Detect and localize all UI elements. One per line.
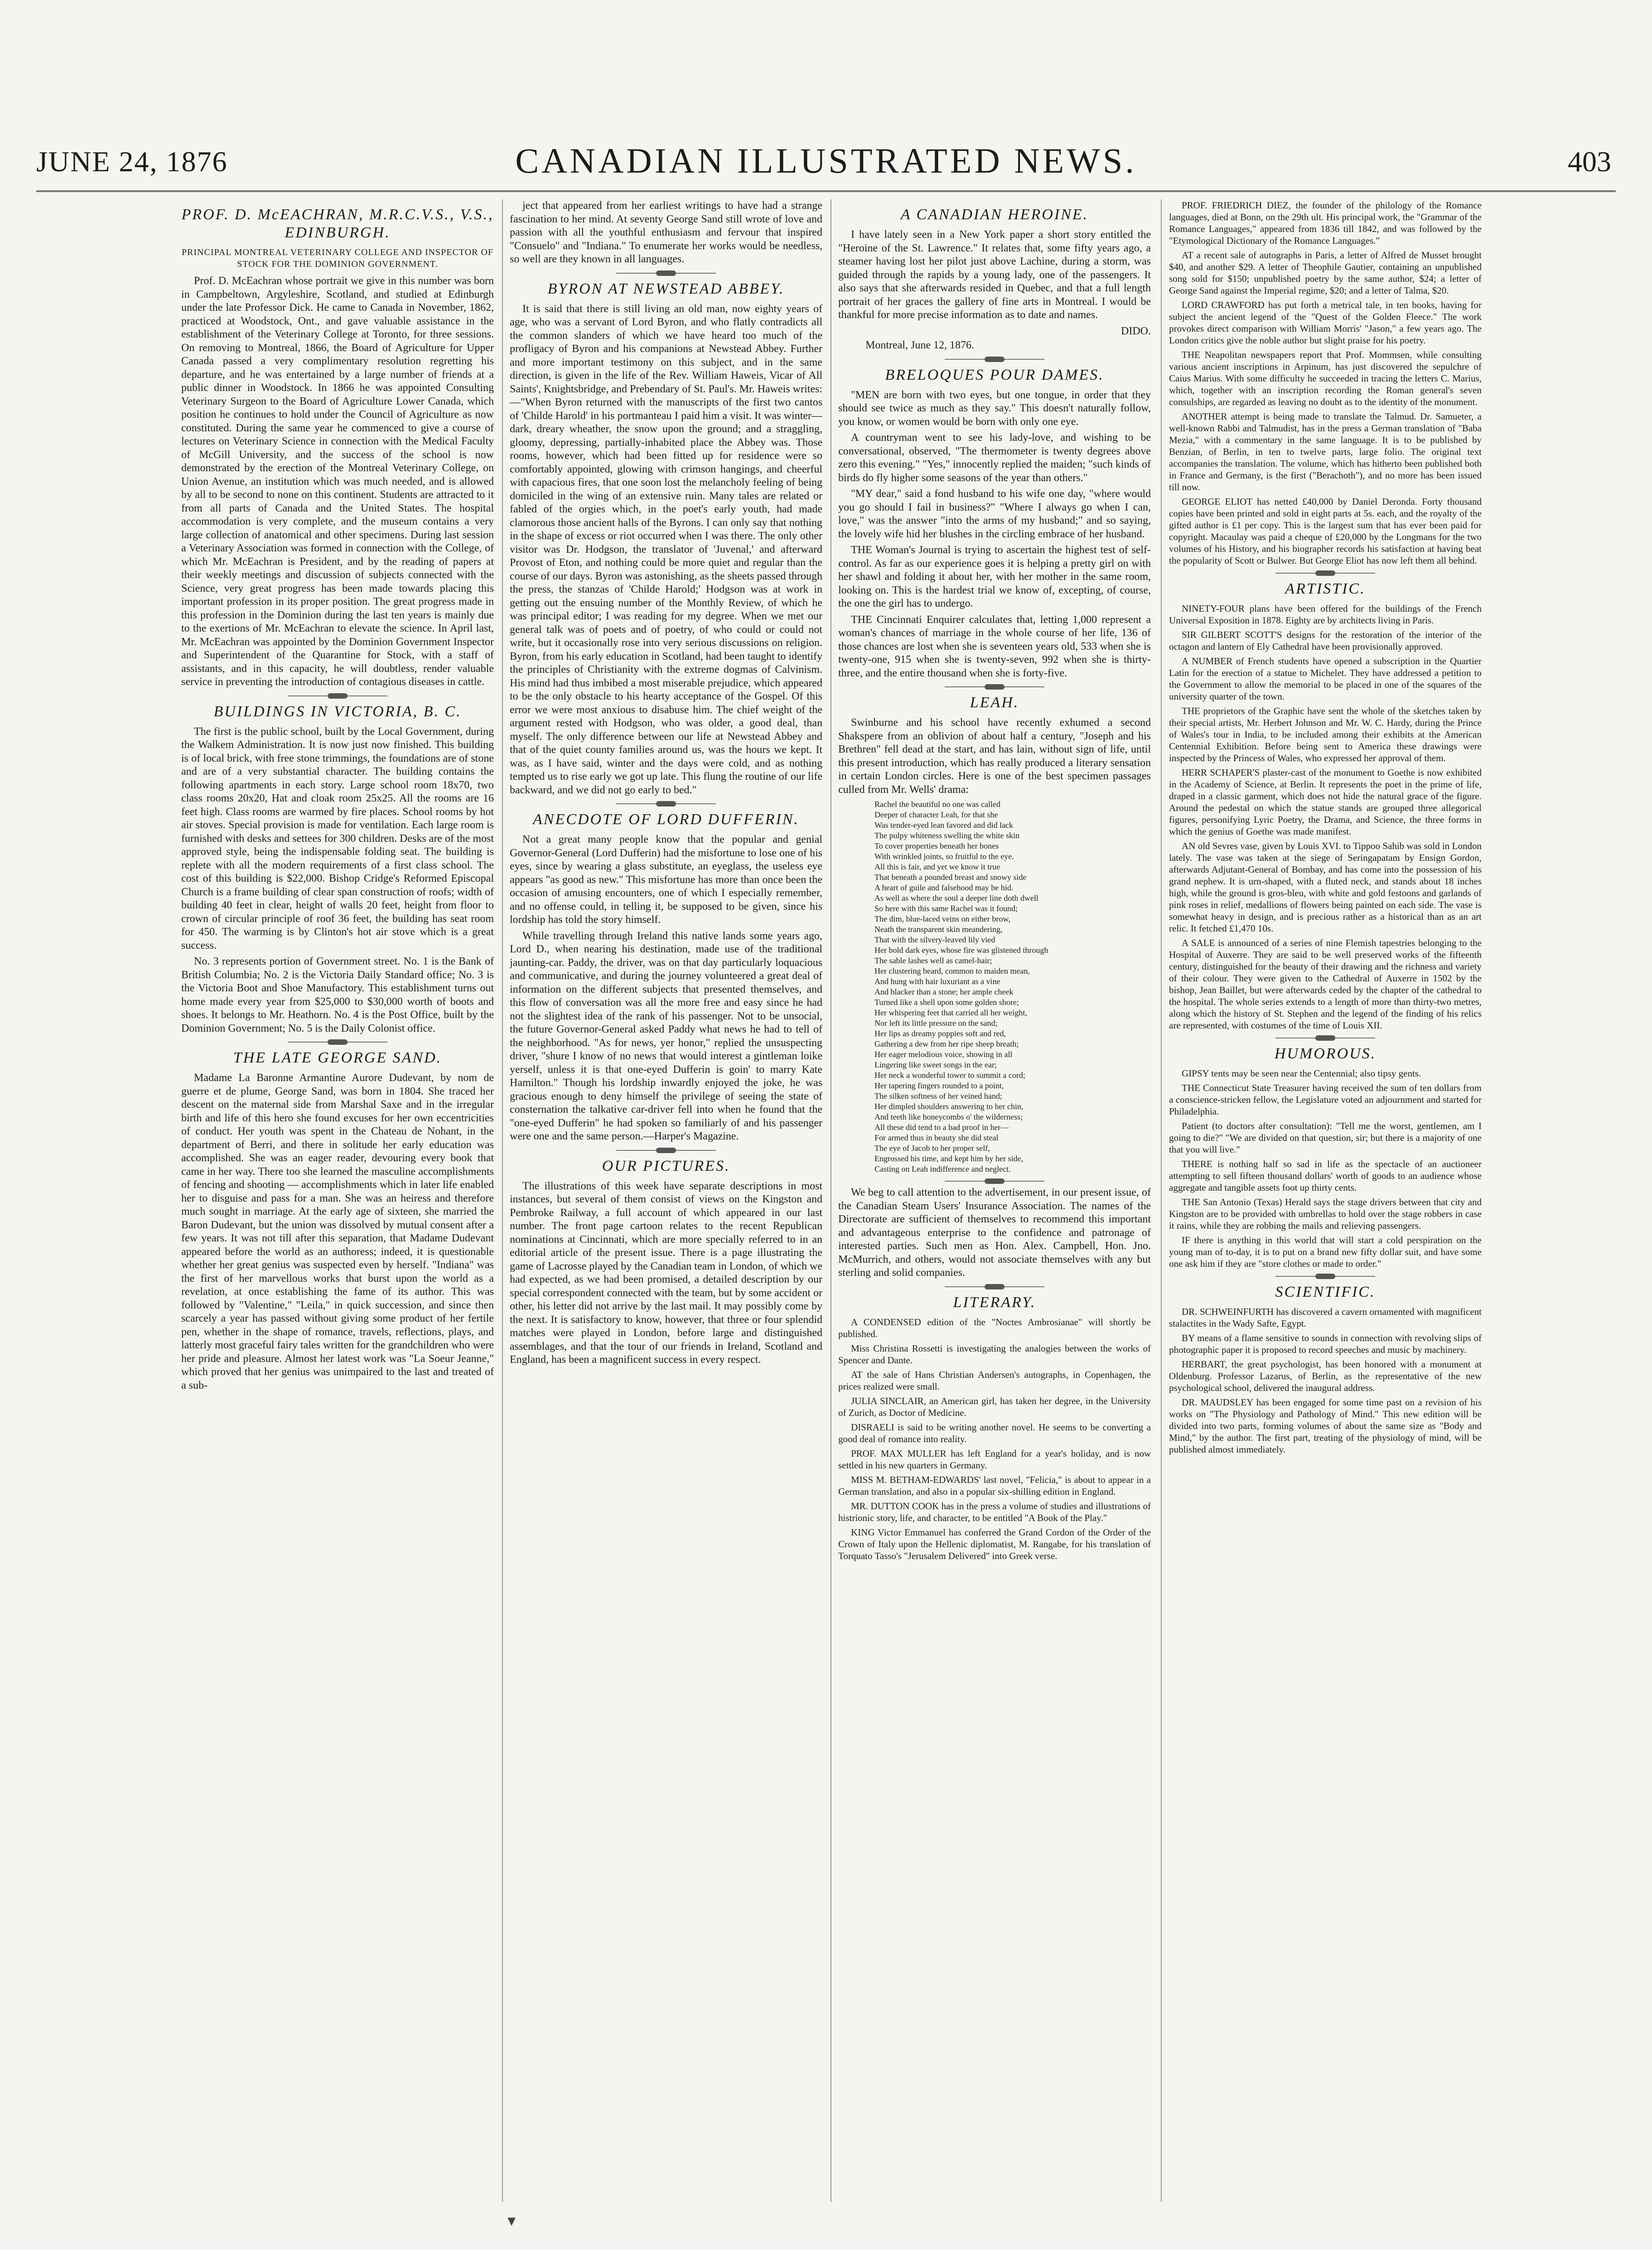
article-paragraph: LORD CRAWFORD has put forth a metrical tale, in ten books, having for subject the ancient legend of the "Quest of the Golden Fleece." The work provokes direct comparison with William Morris' "Jason," a few years ago. The London critics give the noble author but slight praise for his poetry. (1169, 299, 1482, 346)
article-paragraph: "MEN are born with two eyes, but one tongue, in order that they should see twice as much as they say." This doesn't naturally follow, you know, or women would be born with only one eye. (838, 389, 1151, 428)
article-paragraph: It is said that there is still living an old man, now eighty years of age, who was a servant of Lord Byron, and who flatly contradicts all the common slanders of which we have heard too much of the profligacy of Byron and his companions at Newstead Abbey. Further and more important testimony on this subject, and in the same direction, is given in the life of the Rev. William Haweis, Vicar of All Saints', Knightsbridge, and Prebendary of St. Paul's. Mr. Haweis writes:—"When Byron returned with the manuscripts of the first two cantos of 'Childe Harold' in his portmanteau I paid him a visit. It was winter—dark, dreary wheather, the snow upon the ground; and a straggling, gloomy, depressing, partially-inhabited place the Abbey was. Those rooms, however, which had been fitted up for residence were so comfortably appointed, glowing with crimson hangings, and cheerful with capacious fires, that one soon lost the melancholy feeling of being domiciled in the wing of an extensive ruin. Many tales are related or fabled of the orgies which, in the poet's early youth, had made clamorous those ancient halls of the Byrons. I can only say that nothing in the shape of excess or riot occurred when I was there. The only other visitor was Dr. Hodgson, the translator of 'Juvenal,' and afterward Provost of Eton, and nothing could be more quiet and regular than the course of our days. Byron was astonishing, as the sheets passed through the press, the stanzas of 'Childe Harold;' Hodgson was at work in getting out the ensuing number of the Monthly Review, of which he was principal editor; I was reading for my degree. When we met our general talk was of poets and of poetry, of who could or could not write, but it occasionally rose into very serious discussions on religion. Byron, from his early education in Scotland, had been taught to identify the principles of Christianity with the extreme dogmas of Calvinism. His mind had thus imbibed a most miserable prejudice, which appeared to be the only obstacle to his hearty acceptance of the Gospel. Of this error we were most anxious to disabuse him. The chief weight of the argument rested with Hodgson, who was older, a good deal, than myself. The only difference between our life at Newstead Abbey and that of the quiet county families around us, was the hours we kept. It was, as I have said, winter and the days were cold, and as nothing tempted us to rise early we got up late. This flung the routine of our life backward, and we did not go early to bed." (510, 303, 822, 796)
poem-line: Her tapering fingers rounded to a point, (874, 1081, 1004, 1090)
poem-line: That with the silvery-leaved lily vied (874, 935, 995, 944)
article-paragraph: AT the sale of Hans Christian Andersen's autographs, in Copenhagen, the prices realized were small. (838, 1369, 1151, 1392)
section-separator (1275, 1276, 1375, 1277)
article-paragraph: Swinburne and his school have recently exhumed a second Shakspere from an oblivion of about half a century, "Joseph and his Brethren" fell dead at the start, and has lain, without sign of life, until this present introduction, which has really produced a literary sensation in certain London circles. Here is one of the best specimen passages culled from Mr. Wells' drama: (838, 717, 1151, 796)
poem-line: Gathering a dew from her ripe sheep breath; (874, 1039, 1019, 1048)
poem-line: Her whispering feet that carried all her weight, (874, 1008, 1027, 1017)
poem-line: For armed thus in beauty she did steal (874, 1133, 999, 1142)
poem-line: The pulpy whiteness swelling the white skin (874, 831, 1019, 840)
poem-line: Lingering like sweet songs in the ear; (874, 1060, 997, 1069)
article-paragraph: No. 3 represents portion of Government street. No. 1 is the Bank of British Columbia; No. 2 is the Victoria Daily Standard office; No. 3 is the Victoria Boot and Shoe Manufactory. This establishment turns out home made every year from $25,000 to $30,000 worth of boots and shoes. It belongs to Mr. Heathorn. No. 4 is the Post Office, built by the Dominion Government; No. 5 is the Daily Colonist office. (181, 956, 494, 1034)
poem-line: Nor left its little pressure on the sand; (874, 1019, 998, 1028)
article-headline: BRELOQUES POUR DAMES. (885, 366, 1104, 383)
column-rule (502, 199, 503, 2202)
article-paragraph: ject that appeared from her earliest writings to have had a strange fascination to her mind. At seventy George Sand still wrote of love and passion with all the youthful enthusiasm and fervour that inspired "Consuelo" and "Indiana." To enumerate her works would be needless, so well are they known in all languages. (510, 200, 822, 265)
page-fold-mark: ▾ (507, 2211, 516, 2230)
poem-line: Her dimpled shoulders answering to her chin, (874, 1102, 1024, 1111)
article-headline: THE LATE GEORGE SAND. (233, 1049, 442, 1066)
article-headline: BYRON AT NEWSTEAD ABBEY. (547, 280, 785, 297)
article-paragraph: KING Victor Emmanuel has conferred the Grand Cordon of the Order of the Crown of Italy upon the Hellenic diplomatist, M. Rangabe, for his translation of Torquato Tasso's "Jerusalem Delivered" into Greek verse. (838, 1526, 1151, 1561)
article-paragraph: ANOTHER attempt is being made to translate the Talmud. Dr. Samueter, a well-known Rabbi and Talmudist, has in the press a German translation of "Baba Mezia," with a commentary in the same language. It is to be published by Benzian, of Berlin, in ten to twelve parts, large folio. The original text accompanies the translation. The volume, which has hitherto been published both in France and Germany, is the first ("Berachoth"), and no more has been issued till now. (1169, 411, 1482, 492)
article-paragraph: BY means of a flame sensitive to sounds in connection with revolving slips of photographic paper it is proposed to record speeches and music by machinery. (1169, 1333, 1482, 1355)
poem-line: Her bold dark eyes, whose fire was glistened through (874, 946, 1048, 955)
article-paragraph: I have lately seen in a New York paper a short story entitled the "Heroine of the St. Lawrence." It relates that, some fifty years ago, a steamer having lost her pilot just above Lachine, during a storm, was guided through the rapids by a young lady, one of the passengers. It also says that she afterwards resided in Quebec, and that a full length portrait of her graces the gallery of fine arts in Montreal. I would be thankful for more precise information as to date and names. (838, 229, 1151, 321)
article-headline: LEAH. (970, 694, 1019, 711)
article-paragraph: Not a great many people know that the popular and genial Governor-General (Lord Dufferin) had the misfortune to lose one of his eyes, since by wearing a glass substitute, an eyeglass, the useless eye appears "as good as new." This misfortune has more than once been the occasion of amusing encounters, one of which I especially remember, and no offense could, in telling it, be supposed to be given, since his lordship has told the story himself. (510, 834, 822, 926)
article-headline: PROF. D. McEACHRAN, M.R.C.V.S., V.S., EDINBURGH. (181, 206, 494, 241)
section-separator (1275, 573, 1375, 574)
article-paragraph: SIR GILBERT SCOTT'S designs for the restoration of the interior of the octagon and lantern of Ely Cathedral have been provisionally approved. (1169, 629, 1482, 652)
section-separator (616, 1150, 716, 1151)
article-paragraph: A countryman went to see his lady-love, and wishing to be conversational, observed, "The thermometer is twenty degrees above zero this evening." "Yes," innocently replied the maiden; "such kinds of birds do fly higher some seasons of the year than others." (838, 432, 1151, 484)
poem-line: And blacker than a stone; her ample cheek (874, 987, 1014, 996)
article-headline: OUR PICTURES. (602, 1157, 730, 1174)
poem-line: To cover properties beneath her bones (874, 841, 999, 850)
column-4 (1169, 199, 1482, 2202)
poem-line: A heart of guile and falsehood may be hid. (874, 883, 1014, 892)
article-paragraph: AN old Sevres vase, given by Louis XVI. to Tippoo Sahib was sold in London lately. The vase was taken at the siege of Seringapatam by Ensign Gordon, afterwards Adjutant-General of Bombay, and has come into the possession of his grand nephew. It is urn-shaped, with a fluted neck, and stands about 18 inches high, while the ground is gros-bleu, with white and gold festoons and garlands of pink roses in relief, medallions of flowers being painted on each side. The vase is somewhat heavy in design, and is precious rather as a historical than as an art relic. It fetched £1,470 10s. (1169, 840, 1482, 934)
article-paragraph: THE San Antonio (Texas) Herald says the stage drivers between that city and Kingston are to be provided with umbrellas to hold over the stage robbers in case it rains, while they are robbing the mails and relieving passengers. (1169, 1197, 1482, 1231)
column-2 (510, 199, 822, 2202)
article-paragraph: DR. MAUDSLEY has been engaged for some time past on a revision of his works on "The Physiology and Pathology of Mind." This new edition will be divided into two parts, forming volumes of about the same size as "Body and Mind," by the author. The first part, treating of the physiology of mind, will be published almost immediately. (1169, 1397, 1482, 1455)
article-paragraph: HERR SCHAPER'S plaster-cast of the monument to Goethe is now exhibited in the Academy of Science, at Berlin. It represents the poet in the prime of life, draped in a classic garment, which does not hide the natural grace of the figure. Around the pedestal on which the statue stands are grouped three allegorical figures, personifying Lyric Poetry, the Drama, and Science, the three forms in which the genius of Goethe was made manifest. (1169, 767, 1482, 837)
article-paragraph: NINETY-FOUR plans have been offered for the buildings of the French Universal Exposition in 1878. Eighty are by architects living in Paris. (1169, 603, 1482, 626)
poem-line: Rachel the beautiful no one was called (874, 800, 1000, 809)
poem-line: The eye of Jacob to her proper self, (874, 1144, 990, 1153)
poem-line: With wrinkled joints, so fruitful to the eye. (874, 852, 1014, 861)
article-subheadline: PRINCIPAL MONTREAL VETERINARY COLLEGE AND INSPECTOR OF STOCK FOR THE DOMINION GOVERNMENT. (181, 247, 494, 269)
column-3 (838, 199, 1151, 2202)
page-number: 403 (1568, 145, 1611, 178)
poem-line: That beneath a pounded breast and snowy side (874, 873, 1027, 882)
section-separator (945, 359, 1044, 360)
article-dateline: Montreal, June 12, 1876. (865, 339, 974, 351)
poem-line: All these did tend to a bad proof in her— (874, 1123, 1009, 1132)
section-separator (288, 695, 387, 696)
article-paragraph: DR. SCHWEINFURTH has discovered a cavern ornamented with magnificent stalactites in the Wady Safte, Egypt. (1169, 1306, 1482, 1329)
section-separator (288, 1042, 387, 1043)
article-paragraph: DISRAELI is said to be writing another novel. He seems to be converting a good deal of romance into reality. (838, 1421, 1151, 1444)
section-separator (616, 803, 716, 804)
article-paragraph: HERBART, the great psychologist, has been honored with a monument at Oldenburg. Professor Lazarus, of Berlin, as the representative of the new psychological school, delivered the inaugural address. (1169, 1359, 1482, 1393)
article-headline: LITERARY. (953, 1294, 1036, 1311)
article-headline: SCIENTIFIC. (1275, 1284, 1376, 1300)
article-headline: A CANADIAN HEROINE. (900, 206, 1089, 223)
article-paragraph: MR. DUTTON COOK has in the press a volume of studies and illustrations of histrionic story, life, and character, to be entitled "A Book of the Play." (838, 1500, 1151, 1523)
poem-line: Neath the transparent skin meandering, (874, 925, 1003, 934)
poem-line: Turned like a shell upon some golden shore; (874, 998, 1019, 1007)
article-paragraph: Patient (to doctors after consultation): "Tell me the worst, gentlemen, am I going to die?" "We are divided on that question, sir; but there is a majority of one that you will live." (1169, 1120, 1482, 1155)
article-paragraph: JULIA SINCLAIR, an American girl, has taken her degree, in the University of Zurich, as Doctor of Medicine. (838, 1395, 1151, 1418)
article-paragraph: GIPSY tents may be seen near the Centennial; also tipsy gents. (1182, 1068, 1421, 1079)
column-1 (181, 199, 494, 2202)
article-paragraph: THE Cincinnati Enquirer calculates that, letting 1,000 represent a woman's chances of marriage in the whole course of her life, 136 of those chances are lost when she is seventeen years old, 533 when she is twenty-one, 915 when she is twenty-seven, 992 when she is thirty-three, and the entire thousand when she is forty-five. (838, 613, 1151, 679)
section-separator (945, 1181, 1044, 1182)
poem-line: Casting on Leah indifference and neglect. (874, 1164, 1011, 1173)
article-paragraph: THE Connecticut State Treasurer having received the sum of ten dollars from a conscience-stricken fellow, the Legislature voted an adjournment and started for Philadelphia. (1169, 1082, 1482, 1117)
poem-line: Her clustering beard, common to maiden mean, (874, 966, 1030, 975)
article-paragraph: A CONDENSED edition of the "Noctes Ambrosianae" will shortly be published. (838, 1316, 1151, 1339)
poem-line: The dim, blue-laced veins on either brow, (874, 914, 1010, 923)
article-paragraph: "MY dear," said a fond husband to his wife one day, "where would you go should I fail in business?" "Where I always go when I can, love," was the answer "into the arms of my husband;" and so saying, the lovely wife hid her blushes in the circling embrace of her husband. (838, 488, 1151, 540)
newspaper-title: CANADIAN ILLUSTRATED NEWS. (515, 141, 1137, 180)
poem-line: And hung with hair luxuriant as a vine (874, 977, 1000, 986)
poem-line: The sable lashes well as camel-hair; (874, 956, 992, 965)
poem-line: All this is fair, and yet we know it true (874, 862, 1000, 871)
article-paragraph: While travelling through Ireland this native lands some years ago, Lord D., when nearing his destination, made use of the traditional jaunting-car. Paddy, the driver, was on that day particularly loquacious and communicative, and during the journey volunteered a great deal of information on the different subjects that presented themselves, and this flow of conversation was all the more free and easy since he had not the slightest idea of the rank of his passenger. Not to be unsocial, the future Governor-General asked Paddy what news he had to tell of the neighborhood. "As for news, yer honor," replied the unsuspecting driver, "shure I know of no news that would interest a gintleman loike yerself, unless it is that one-eyed Dufferin is goin' to marry Kate Hamilton." Though his lordship inwardly enjoyed the joke, he was gracious enough to deny himself the privilege of seeing the state of consternation the talkative car-driver fell into when he found that the "one-eyed Dufferin" he had spoken so familiarly of and his passenger were one and the same person.—Harper's Magazine. (510, 930, 822, 1142)
poem-line: So here with this same Rachel was it found; (874, 904, 1018, 913)
article-paragraph: Madame La Baronne Armantine Aurore Dudevant, by nom de guerre et de plume, George Sand, was born in 1804. She traced her descent on the maternal side from Marshal Saxe and in the irregular birth and life of this hero she found excuses for her own eccentricities of conduct. Her youth was spent in the Chateau de Nohant, in the department of Berri, and there in solitude her early education was accomplished. She was an eager reader, devouring every book that came in her way. There too she learned the masculine accomplishments of fencing and shooting — accomplishments which in later life enabled her to disguise and pass for a man. She was an heiress and therefore much sought in marriage. At the early age of sixteen, she married the Baron Dudevant, but the union was dissolved by mutual consent after a few years. It was not till after this separation, that Madame Dudevant appeared before the world as an authoress; indeed, it is questionable whether her great genius was suspected even by herself. "Indiana" was the first of her marvellous works that burst upon the world as a revelation, at once establishing the fame of its author. This was followed by "Valentine," "Leila," in quick succession, and since then scarcely a year has passed without giving some product of her fertile pen, whether in the shape of romance, travels, reflections, plays, and latterly most graceful fairy tales written for the grandchildren who were her pride and pleasure. Almost her latest work was "La Soeur Jeanne," which proved that her genius was unimpaired to the last and treated of a sub- (181, 1072, 494, 1391)
article-paragraph: A SALE is announced of a series of nine Flemish tapestries belonging to the Hospital of Auxerre. They are said to be well preserved works of the fifteenth century, distinguished for the beauty of their drawing and the richness and variety of their colour. They were given to the Cathedral of Auxerre in 1502 by the bishop, Jean Baillet, but were afterwards ceded by the chapter of the cathedral to the hospital. The whole series extends to a length of more than thirty-two metres, along which the history of St. Stephen and the legend of the finding of his relics are represented, with costumes of the time of Louis XII. (1169, 937, 1482, 1031)
article-paragraph: The illustrations of this week have separate descriptions in most instances, but several of them consist of views on the Kingston and Pembroke Railway, a full account of which appeared in our last number. The front page cartoon relates to the recent Republican nominations at Cincinnati, which are more specially referred to in an editorial article of the present issue. There is a page illustrating the game of Lacrosse played by the Canadian team in London, of which we had expected, as we had been promised, a detailed description by our special correspondent connected with the team, but by some accident or other, his letter did not arrive by the last mail. It may possibly come by the next. It is satisfactory to know, however, that three or four splendid matches were played in London, before large and distinguished assemblages, and that the tour of our friends in Ireland, Scotland and England, has been a magnificent success in every respect. (510, 1180, 822, 1366)
poem-line: Was tender-eyed lean favored and did lack (874, 821, 1014, 830)
article-paragraph: AT a recent sale of autographs in Paris, a letter of Alfred de Musset brought $40, and another $29. A letter of Theophile Gautier, containing an unpublished song sold for $150; unpublished poetry by the same author, $24; a letter of George Sand against the Imperial regime, $20; and a letter of Talma, $20. (1169, 250, 1482, 296)
article-headline: ANECDOTE OF LORD DUFFERIN. (533, 811, 799, 828)
poem-excerpt (838, 799, 1151, 1174)
masthead-rule (36, 190, 1616, 192)
article-paragraph: Miss Christina Rossetti is investigating the analogies between the works of Spencer and Dante. (838, 1342, 1151, 1366)
poem-line: Her lips as dreamy poppies soft and red, (874, 1029, 1006, 1038)
article-paragraph: The first is the public school, built by the Local Government, during the Walkem Administration. It is now just now finished. This building is of local brick, with free stone trimmings, the foundations are of stone and are of a very substantial character. The building contains the following apartments in each story. Large school room 18x70, two class rooms 20x20, Hat and cloak room 25x25. All the rooms are 16 feet high. Class rooms are warmed by fire places. School rooms by hot air stoves. Special provision is made for ventilation. Each large room is furnished with desks and settees for 300 children. Desks are of the most approved style, being the indispensable folding seat. The building is replete with all the modern requirements of a first class school. The cost of this building is $22,000. Bishop Cridge's Reformed Episcopal Church is a frame building of clear span construction of roofs; width of building 40 feet in clear, height of walls 20 feet, height from floor to crown of circular principle of roof 36 feet, the building has seat room for 450. The warming is by Clinton's hot air stove which is a great success. (181, 725, 494, 951)
article-paragraph: GEORGE ELIOT has netted £40,000 by Daniel Deronda. Forty thousand copies have been printed and sold in eight parts at 5s. each, and the royalty of the gifted author is £1 per copy. This is the largest sum that has ever been paid for copyright. Macaulay was paid a cheque of £20,000 by the Longmans for the two volumes of his History, and his biographer records his satisfaction at having beat the popularity of Scott or Bulwer. But George Eliot has now left them all behind. (1169, 496, 1482, 566)
article-headline: ARTISTIC. (1285, 580, 1366, 597)
article-paragraph: THE Woman's Journal is trying to ascertain the highest test of self-control. As far as our experience goes it is helping a pretty girl on with her shawl and folding it about her, with her mother in the same room, looking on. This is the hardest trial we know of, excepting, of course, the one the girl has to undergo. (838, 544, 1151, 609)
article-paragraph: PROF. FRIEDRICH DIEZ, the founder of the philology of the Romance languages, died at Bonn, on the 29th ult. His principal work, the "Grammar of the Romance Languages," appeared from 1836 till 1842, and was followed by the "Etymological Dictionary of the Romance Languages." (1169, 200, 1482, 246)
section-separator (616, 273, 716, 274)
article-paragraph: MISS M. BETHAM-EDWARDS' last novel, "Felicia," is about to appear in a German translation, and also in a popular six-shilling edition in England. (838, 1474, 1151, 1497)
poem-line: Deeper of character Leah, for that she (874, 810, 998, 819)
poem-line: Engrossed his time, and kept him by her side, (874, 1154, 1023, 1163)
article-paragraph: We beg to call attention to the advertisement, in our present issue, of the Canadian Steam Users' Insurance Association. The names of the Directorate are sufficient of themselves to recommend this important and advantageous enterprise to the confidence and patronage of interested parties. Such men as Hon. Alex. Campbell, Hon. Jno. McMurrich, and others, would not associate themselves with any but sterling and solid companies. (838, 1187, 1151, 1279)
article-headline: HUMOROUS. (1274, 1045, 1377, 1062)
section-separator (945, 686, 1044, 687)
masthead (32, 136, 1620, 186)
issue-date: JUNE 24, 1876 (36, 145, 228, 178)
article-headline: BUILDINGS IN VICTORIA, B. C. (213, 703, 462, 720)
poem-line: Her eager melodious voice, showing in all (874, 1050, 1013, 1059)
article-paragraph: THE Neapolitan newspapers report that Prof. Mommsen, while consulting various ancient inscriptions in Arpinum, has just discovered the sepulchre of Caius Marius. With some difficulty he succeeded in tracing the letters C. Marius, which, together with an inscription recording the Roman general's seven consulships, are regarded as leaving no doubt as to the identity of the monument. (1169, 349, 1482, 407)
column-rule (1161, 199, 1162, 2202)
article-paragraph: IF there is anything in this world that will start a cold perspiration on the young man of to-day, it is to put on a brand new fifty dollar suit, and have some one ask him if they are "store clothes or made to order." (1169, 1235, 1482, 1269)
article-paragraph: THERE is nothing half so sad in life as the spectacle of an auctioneer attempting to sell fifteen thousand dollars' worth of goods to an audience whose aggregate and tangible assets foot up thirty cents. (1169, 1159, 1482, 1193)
poem-line: And teeth like honeycombs o' the wilderness; (874, 1112, 1023, 1121)
article-paragraph: THE proprietors of the Graphic have sent the whole of the sketches taken by their special artists, Mr. Herbert Johnson and Mr. W. C. Hardy, during the Prince of Wales's tour in India, to be included among their exhibits at the American Centennial Exhibition. Before being sent to America these drawings were inspected by the Princess of Wales, who expressed her approval of them. (1169, 705, 1482, 763)
poem-line: As well as where the soul a deeper line doth dwell (874, 893, 1039, 903)
article-paragraph: PROF. MAX MULLER has left England for a year's holiday, and is now settled in his new quarters in Germany. (838, 1448, 1151, 1471)
poem-line: Her neck a wonderful tower to summit a cord; (874, 1071, 1025, 1080)
section-separator (945, 1286, 1044, 1287)
article-paragraph: Prof. D. McEachran whose portrait we give in this number was born in Campbeltown, Argyleshire, Scotland, and studied at Edinburgh under the late Professor Dick. He came to Canada in November, 1862, practiced at Woodstock, Ont., and gave valuable assistance in the establishment of the Veterinary College at Toronto, for three sessions. On removing to Montreal, 1866, the Board of Agriculture for Upper Canada passed a very complimentary resolution regretting his departure, and he was entertained by a large number of friends at a public dinner in Woodstock. In 1866 he was appointed Consulting Veterinary Surgeon to the Board of Agriculture Lower Canada, which position he continues to hold under the Council of Agriculture as now constituted. During the same year he commenced to give a course of lectures on Veterinary Science in connection with the Medical Faculty of McGill University, and the success of the school is now demonstrated by the erection of the Montreal Veterinary College, on Union Avenue, an institution which was much needed, and is allowed by all to be second to none on this continent. Students are attracted to it from all parts of Canada and the United States. The hospital accommodation is very complete, and the museum contains a very large collection of anatomical and other specimens. During last session a Veterinary Association was formed in connection with the College, of which Mr. McEachran is President, and by the reading of papers at their weekly meetings and discussion of subjects connected with the Science, very great progress has been made towards placing this important profession in its proper position. The great progress made in this profession in the Dominion during the last ten years is mainly due to the exertions of Mr. McEachran to elevate the science. In April last, Mr. McEachran was appointed by the Dominion Government Inspector and Superintendent of the Quarantine for Stock, with a staff of assistants, and in this capacity, he will doubtless, render valuable service in preventing the introduction of contagious diseases in cattle. (181, 275, 494, 688)
poem-line: The silken softness of her veined hand; (874, 1091, 1002, 1101)
article-paragraph: A NUMBER of French students have opened a subscription in the Quartier Latin for the erection of a statue to Michelet. They have addressed a petition to the Government to allow the memorial to be placed in one of the squares of the university quarter of the town. (1169, 656, 1482, 702)
article-signature: DIDO. (1121, 325, 1151, 337)
